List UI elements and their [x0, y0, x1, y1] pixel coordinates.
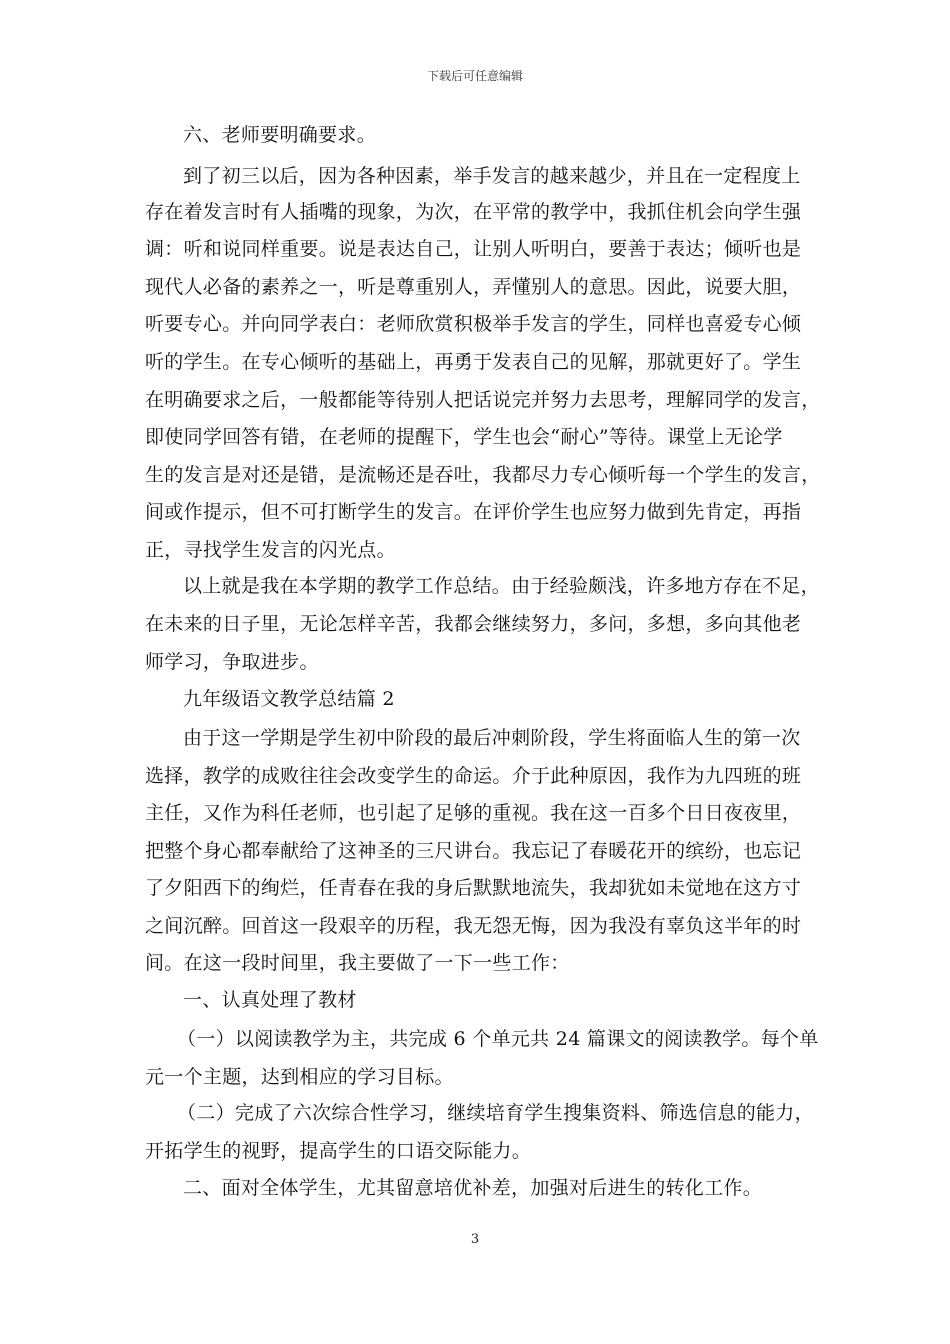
section-heading: 六、老师要明确要求。	[183, 124, 377, 146]
text-line: 开拓学生的视野，提高学生的口语交际能力。	[145, 1140, 532, 1162]
text-line: 在明确要求之后，一般都能等待别人把话说完并努力去思考，理解同学的发言，	[145, 389, 821, 411]
text-line: 调：听和说同样重要。说是表达自己，让别人听明白，要善于表达；倾听也是	[145, 238, 802, 260]
text-line: 间。在这一段时间里，我主要做了一下一些工作：	[145, 952, 570, 974]
article-title: 九年级语文教学总结篇 2	[183, 688, 395, 710]
text-line: 存在着发言时有人插嘴的现象，为次，在平常的教学中，我抓住机会向学生强	[145, 201, 802, 223]
text-line: 到了初三以后，因为各种因素，举手发言的越来越少，并且在一定程度上	[183, 165, 801, 187]
text-line: 元一个主题，达到相应的学习目标。	[145, 1066, 454, 1088]
page-header: 下载后可任意编辑	[426, 69, 523, 83]
text-line: 由于这一学期是学生初中阶段的最后冲刺阶段，学生将面临人生的第一次	[183, 727, 801, 749]
text-line: 即使同学回答有错，在老师的提醒下，学生也会“耐心”等待。课堂上无论学	[145, 426, 783, 448]
text-line: 在未来的日子里，无论怎样辛苦，我都会继续努力，多问，多想，多向其他老	[145, 613, 802, 635]
text-line: 选择，教学的成败往往会改变学生的命运。介于此种原因，我作为九四班的班	[145, 765, 802, 787]
text-line: 生的发言是对还是错，是流畅还是吞吐，我都尽力专心倾听每一个学生的发言，	[145, 464, 821, 486]
section-heading: 二、面对全体学生，尤其留意培优补差，加强对后进生的转化工作。	[183, 1177, 763, 1199]
text-line: 之间沉醉。回首这一段艰辛的历程，我无怨无悔，因为我没有辜负这半年的时	[145, 915, 802, 937]
text-line: 主任，又作为科任老师，也引起了足够的重视。我在这一百多个日日夜夜里，	[145, 802, 802, 824]
text-line: 正，寻找学生发言的闪光点。	[145, 539, 396, 561]
text-line: 师学习，争取进步。	[145, 651, 319, 673]
text-line: 了夕阳西下的绚烂，任青春在我的身后默默地流失，我却犹如未觉地在这方寸	[145, 877, 802, 899]
text-line: （二）完成了六次综合性学习，继续培育学生搜集资料、筛选信息的能力，	[177, 1102, 814, 1124]
page-number: 3	[470, 1232, 480, 1247]
text-line: 听要专心。并向同学表白：老师欣赏积极举手发言的学生，同样也喜爱专心倾	[145, 313, 802, 335]
text-line: 把整个身心都奉献给了这神圣的三尺讲台。我忘记了春暖花开的缤纷，也忘记	[145, 840, 802, 862]
text-line: 以上就是我在本学期的教学工作总结。由于经验颇浅，许多地方存在不足，	[183, 575, 820, 597]
text-line: 间或作提示，但不可打断学生的发言。在评价学生也应努力做到先肯定，再指	[145, 501, 802, 523]
section-heading: 一、认真处理了教材	[183, 989, 357, 1011]
text-line: 现代人必备的素养之一，听是尊重别人，弄懂别人的意思。因此，说要大胆，	[145, 276, 802, 298]
text-line: 听的学生。在专心倾听的基础上，再勇于发表自己的见解，那就更好了。学生	[145, 351, 802, 373]
text-line: （一）以阅读教学为主，共完成 6 个单元共 24 篇课文的阅读教学。每个单	[177, 1028, 819, 1050]
